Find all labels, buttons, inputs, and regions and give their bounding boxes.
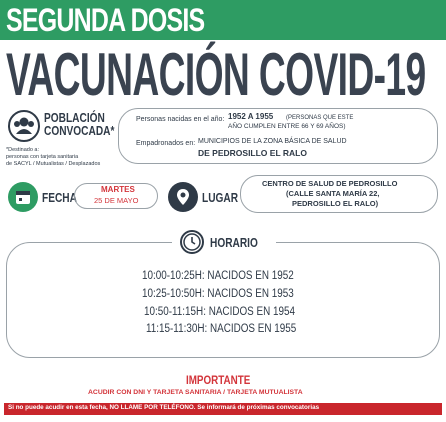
schedule-slot: 10:50-11:15H: NACIDOS EN 1954 bbox=[144, 306, 295, 318]
population-note-title: *Destinado a: bbox=[6, 147, 40, 153]
population-note-1: personas con tarjeta sanitaria bbox=[6, 154, 79, 160]
important-title: IMPORTANTE bbox=[186, 373, 251, 387]
population-label-1: POBLACIÓN bbox=[44, 110, 105, 125]
page-title: VACUNACIÓN COVID-19 bbox=[6, 41, 426, 108]
banner-title: SEGUNDA DOSIS bbox=[6, 2, 205, 38]
place-line-2: (CALLE SANTA MARÍA 22, bbox=[286, 189, 380, 198]
location-pin-icon bbox=[168, 182, 198, 212]
schedule-box bbox=[6, 242, 440, 358]
born-years: 1952 A 1955 bbox=[228, 112, 274, 121]
date-label: FECHA bbox=[42, 190, 77, 205]
schedule-label: HORARIO bbox=[210, 235, 258, 250]
place-line-3: PEDROSILLO EL RALO) bbox=[292, 199, 379, 208]
place-label: LUGAR bbox=[202, 190, 239, 205]
population-note-2: de SACYL / Mutualistas / Desplazados bbox=[6, 161, 101, 167]
schedule-slot: 11:15-11:30H: NACIDOS EN 1955 bbox=[146, 323, 297, 335]
clock-icon bbox=[180, 230, 204, 254]
municipality-1: MUNICIPIOS DE LA ZONA BÁSICA DE SALUD bbox=[198, 138, 347, 145]
date-weekday: MARTES bbox=[101, 185, 135, 194]
important-line: ACUDIR CON DNI Y TARJETA SANITARIA / TARJETA MUTUALISTA bbox=[88, 389, 303, 396]
place-line-1: CENTRO DE SALUD DE PEDROSILLO bbox=[262, 179, 398, 188]
footer-text: Si no puede acudir en esta fecha, NO LLAME POR TELÉFONO. Se informará de próximas convocatorias bbox=[8, 404, 320, 411]
calendar-icon bbox=[8, 182, 38, 212]
group-icon bbox=[8, 110, 40, 142]
date-day: 25 DE MAYO bbox=[94, 196, 139, 205]
born-label: Personas nacidas en el año: bbox=[136, 116, 225, 123]
born-years-note-1: (PERSONAS QUE ESTE bbox=[286, 115, 354, 121]
born-years-note-2: AÑO CUMPLEN ENTRE 66 Y 69 AÑOS) bbox=[228, 123, 346, 130]
population-label-2: CONVOCADA* bbox=[44, 123, 115, 138]
registered-label: Empadronados en: bbox=[136, 140, 196, 147]
municipality-2: DE PEDROSILLO EL RALO bbox=[198, 148, 307, 158]
schedule-slot: 10:00-10:25H: NACIDOS EN 1952 bbox=[142, 270, 294, 282]
schedule-slot: 10:25-10:50H: NACIDOS EN 1953 bbox=[142, 288, 294, 300]
